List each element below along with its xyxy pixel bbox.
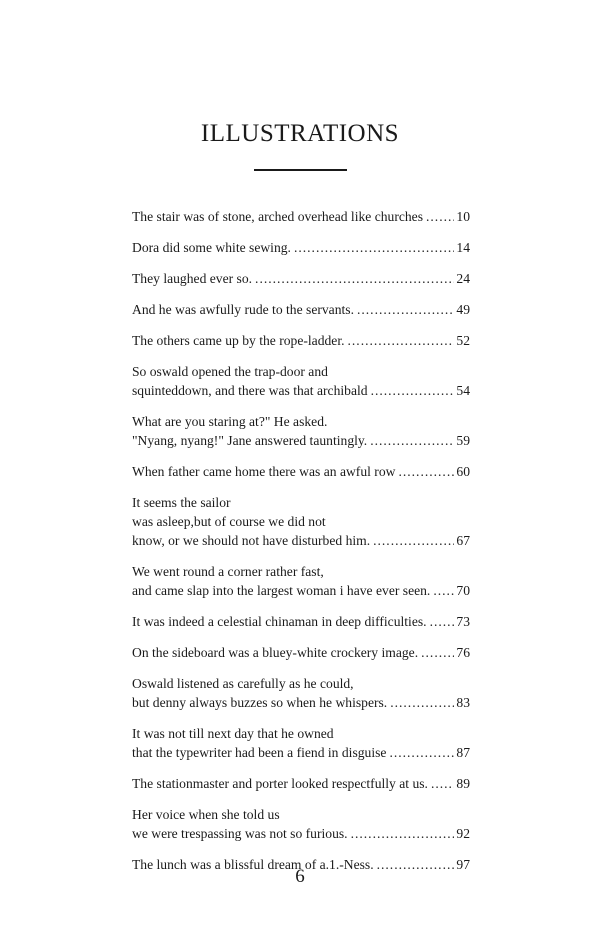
illustration-entry bbox=[132, 462, 470, 481]
entry-caption-line: It was not till next day that he owned bbox=[132, 726, 334, 741]
entry-caption-row bbox=[132, 774, 470, 793]
page-number: 6 bbox=[295, 866, 305, 887]
entry-caption-row bbox=[132, 300, 470, 319]
dot-leader bbox=[390, 693, 454, 712]
dot-leader bbox=[373, 531, 454, 550]
entry-page-number: 59 bbox=[456, 433, 470, 448]
illustration-entry bbox=[132, 362, 470, 400]
dot-leader bbox=[431, 774, 454, 793]
entry-page-number: 76 bbox=[456, 645, 470, 660]
entry-caption-line: And he was awfully rude to the servants. bbox=[132, 302, 354, 317]
entry-caption-row bbox=[132, 238, 470, 257]
entry-caption-line: squinteddown, and there was that archibald bbox=[132, 383, 368, 398]
illustration-entry bbox=[132, 674, 470, 712]
illustration-entry bbox=[132, 238, 470, 257]
entry-caption-line: The lunch was a blissful dream of a.1.-Ness. bbox=[132, 857, 374, 872]
illustration-entry bbox=[132, 269, 470, 288]
entry-page-number: 54 bbox=[456, 383, 470, 398]
illustration-entry bbox=[132, 493, 470, 550]
entry-caption-row bbox=[132, 462, 470, 481]
entry-caption-line: we were trespassing was not so furious. bbox=[132, 826, 348, 841]
page-title: ILLUSTRATIONS bbox=[200, 120, 400, 147]
entry-page-number: 67 bbox=[456, 533, 470, 548]
entry-page-number: 49 bbox=[456, 302, 470, 317]
entry-page-number: 60 bbox=[456, 464, 470, 479]
illustration-entry bbox=[132, 300, 470, 319]
entry-page-number: 70 bbox=[456, 583, 470, 598]
entry-caption-line: So oswald opened the trap-door and bbox=[132, 364, 328, 379]
illustration-entry bbox=[132, 643, 470, 662]
dot-leader bbox=[433, 581, 454, 600]
entry-caption-line: We went round a corner rather fast, bbox=[132, 564, 324, 579]
entry-page-number: 87 bbox=[456, 745, 470, 760]
entry-caption-row bbox=[132, 824, 470, 843]
entry-caption-row bbox=[132, 612, 470, 631]
entry-caption-line: What are you staring at?" He asked. bbox=[132, 414, 328, 429]
illustration-entry bbox=[132, 562, 470, 600]
entry-page-number: 92 bbox=[456, 826, 470, 841]
dot-leader bbox=[426, 207, 454, 226]
entry-caption-line: When father came home there was an awful row bbox=[132, 464, 396, 479]
entry-caption-row bbox=[132, 693, 470, 712]
entry-page-number: 97 bbox=[456, 857, 470, 872]
dot-leader bbox=[389, 743, 454, 762]
dot-leader bbox=[370, 431, 454, 450]
entry-caption-line: They laughed ever so. bbox=[132, 271, 253, 286]
entry-page-number: 73 bbox=[456, 614, 470, 629]
entry-caption-row bbox=[132, 207, 470, 226]
entry-caption-row bbox=[132, 581, 470, 600]
entry-caption-line: On the sideboard was a bluey-white crockery image. bbox=[132, 645, 419, 660]
illustration-entry bbox=[132, 412, 470, 450]
illustration-entry bbox=[132, 612, 470, 631]
illustration-entry bbox=[132, 774, 470, 793]
entry-caption-row bbox=[132, 743, 470, 762]
entry-caption-line: The stationmaster and porter looked respectfully at us. bbox=[132, 776, 428, 791]
entry-caption-line: know, or we should not have disturbed him. bbox=[132, 533, 371, 548]
entry-page-number: 24 bbox=[456, 271, 470, 286]
entry-caption-line: It seems the sailor bbox=[132, 495, 231, 510]
entry-caption-row bbox=[132, 331, 470, 350]
illustration-entry bbox=[132, 207, 470, 226]
dot-leader bbox=[430, 612, 455, 631]
dot-leader bbox=[371, 381, 455, 400]
entry-page-number: 10 bbox=[456, 209, 470, 224]
entry-page-number: 83 bbox=[456, 695, 470, 710]
entry-caption-line: but denny always buzzes so when he whispers. bbox=[132, 695, 388, 710]
entry-caption-line: The others came up by the rope-ladder. bbox=[132, 333, 345, 348]
illustration-entry bbox=[132, 805, 470, 843]
illustration-entry bbox=[132, 724, 470, 762]
dot-leader bbox=[294, 238, 454, 257]
entry-caption-line: Her voice when she told us bbox=[132, 807, 280, 822]
entry-caption-row bbox=[132, 381, 470, 400]
entry-caption-line: Oswald listened as carefully as he could, bbox=[132, 676, 354, 691]
title-rule bbox=[254, 169, 347, 171]
entry-page-number: 52 bbox=[456, 333, 470, 348]
entry-caption-line: The stair was of stone, arched overhead like churches bbox=[132, 209, 424, 224]
entry-caption-line: "Nyang, nyang!" Jane answered tauntingly. bbox=[132, 433, 368, 448]
dot-leader bbox=[348, 331, 455, 350]
entry-caption-row bbox=[132, 269, 470, 288]
dot-leader bbox=[398, 462, 454, 481]
illustrations-list bbox=[132, 207, 470, 886]
entry-caption-line: Dora did some white sewing. bbox=[132, 240, 291, 255]
entry-caption-row bbox=[132, 643, 470, 662]
entry-caption-line: It was indeed a celestial chinaman in deep difficulties. bbox=[132, 614, 427, 629]
entry-caption-line: that the typewriter had been a fiend in disguise bbox=[132, 745, 387, 760]
dot-leader bbox=[255, 269, 454, 288]
entry-page-number: 14 bbox=[456, 240, 470, 255]
entry-page-number: 89 bbox=[456, 776, 470, 791]
illustration-entry bbox=[132, 331, 470, 350]
entry-caption-row bbox=[132, 431, 470, 450]
dot-leader bbox=[357, 300, 454, 319]
dot-leader bbox=[351, 824, 455, 843]
dot-leader bbox=[421, 643, 454, 662]
entry-caption-line: and came slap into the largest woman i have ever seen. bbox=[132, 583, 431, 598]
entry-caption-row bbox=[132, 531, 470, 550]
entry-caption-line: was asleep,but of course we did not bbox=[132, 514, 326, 529]
